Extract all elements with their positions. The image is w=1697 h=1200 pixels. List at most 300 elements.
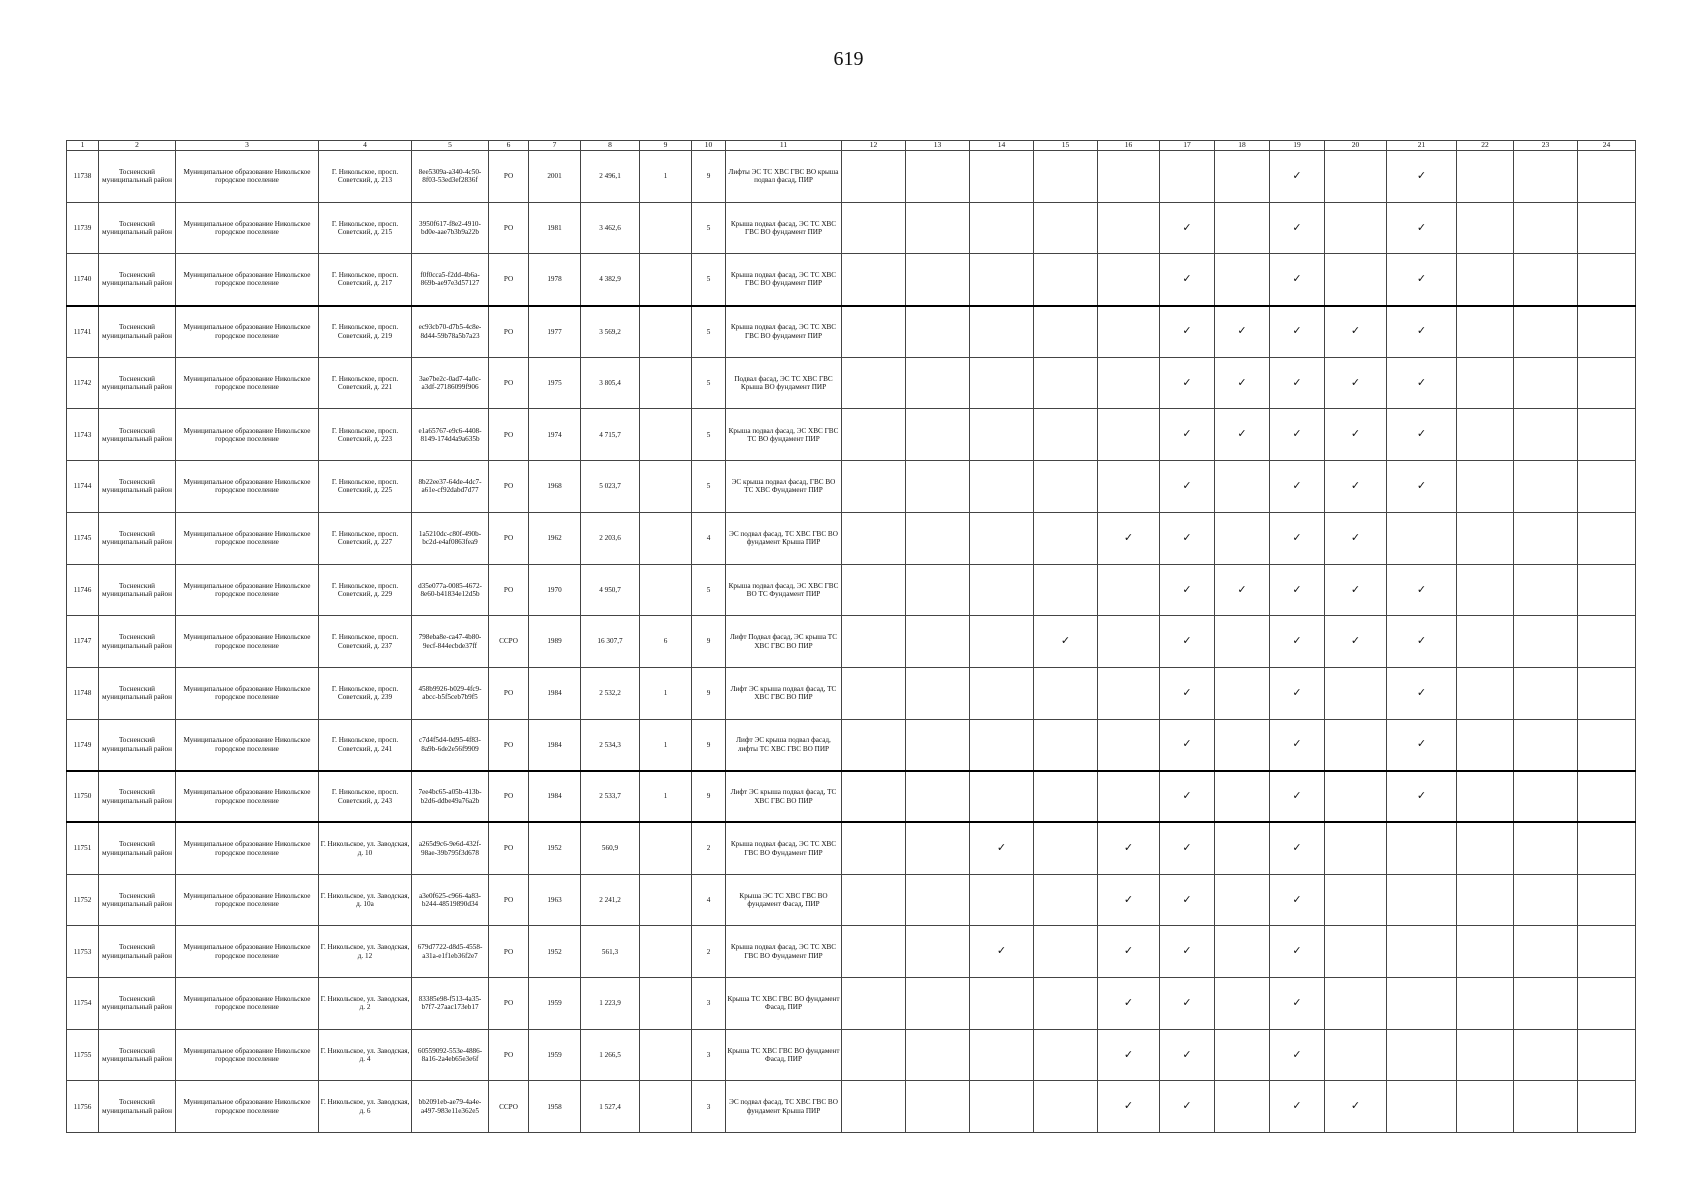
- check-mark-icon: ✓: [1387, 616, 1457, 668]
- col-9-cell: [640, 978, 692, 1030]
- area-cell: 1 527,4: [581, 1081, 640, 1133]
- empty-cell: [970, 512, 1034, 564]
- check-mark-icon: ✓: [1387, 254, 1457, 306]
- floors-cell: 4: [692, 512, 726, 564]
- check-mark-icon: ✓: [1325, 306, 1387, 358]
- empty-cell: [842, 357, 906, 409]
- col-9-cell: [640, 254, 692, 306]
- check-mark-icon: ✓: [970, 926, 1034, 978]
- municipality-cell: Муниципальное образование Никольское городское поселение: [176, 874, 319, 926]
- check-mark-icon: ✓: [1270, 771, 1325, 823]
- empty-cell: [842, 926, 906, 978]
- type-cell: РО: [489, 667, 529, 719]
- table-row: [67, 978, 1636, 1030]
- empty-cell: [842, 667, 906, 719]
- empty-cell: [1098, 616, 1160, 668]
- check-mark-icon: ✓: [1325, 564, 1387, 616]
- empty-cell: [906, 719, 970, 771]
- check-mark-icon: ✓: [1160, 926, 1215, 978]
- empty-cell: [1034, 357, 1098, 409]
- floors-cell: 9: [692, 719, 726, 771]
- empty-cell: [842, 254, 906, 306]
- col-9-cell: [640, 461, 692, 513]
- empty-cell: [970, 1029, 1034, 1081]
- empty-cell: [1457, 151, 1514, 203]
- house-guid-cell: a3e0f625-c966-4a83-b244-48519890d34: [412, 874, 489, 926]
- column-number-10: 10: [692, 141, 726, 151]
- check-mark-icon: ✓: [1387, 667, 1457, 719]
- municipality-cell: Муниципальное образование Никольское городское поселение: [176, 461, 319, 513]
- house-guid-cell: 8b22ee37-64de-4dc7-a61e-cf92dabd7d77: [412, 461, 489, 513]
- col-9-cell: [640, 1029, 692, 1081]
- check-mark-icon: ✓: [1387, 719, 1457, 771]
- check-mark-icon: ✓: [1325, 461, 1387, 513]
- district-cell: Тосненский муниципальный район: [99, 719, 176, 771]
- empty-cell: [1387, 978, 1457, 1030]
- address-cell: Г. Никольское, ул. Заводская, д. 6: [319, 1081, 412, 1133]
- work-types-cell: Лифт Подвал фасад, ЭС крыша ТС ХВС ГВС ВО ПИР: [726, 616, 842, 668]
- col-9-cell: [640, 822, 692, 874]
- check-mark-icon: ✓: [1160, 771, 1215, 823]
- col-9-cell: 1: [640, 151, 692, 203]
- house-guid-cell: 798eba8e-ca47-4b80-9ecf-844ecbde37ff: [412, 616, 489, 668]
- empty-cell: [1578, 306, 1636, 358]
- district-cell: Тосненский муниципальный район: [99, 357, 176, 409]
- district-cell: Тосненский муниципальный район: [99, 151, 176, 203]
- check-mark-icon: ✓: [1160, 512, 1215, 564]
- empty-cell: [1387, 874, 1457, 926]
- empty-cell: [906, 822, 970, 874]
- floors-cell: 5: [692, 409, 726, 461]
- empty-cell: [1215, 874, 1270, 926]
- empty-cell: [970, 461, 1034, 513]
- empty-cell: [1034, 1029, 1098, 1081]
- work-types-cell: ЭС подвал фасад, ТС ХВС ГВС ВО фундамент Крыша ПИР: [726, 512, 842, 564]
- type-cell: РО: [489, 564, 529, 616]
- municipality-cell: Муниципальное образование Никольское городское поселение: [176, 1029, 319, 1081]
- record-number-cell: 11749: [67, 719, 99, 771]
- check-mark-icon: ✓: [1215, 409, 1270, 461]
- area-cell: 3 805,4: [581, 357, 640, 409]
- work-types-cell: Подвал фасад, ЭС ТС ХВС ГВС Крыша ВО фундамент ПИР: [726, 357, 842, 409]
- empty-cell: [1387, 1081, 1457, 1133]
- year-built-cell: 1952: [529, 822, 581, 874]
- empty-cell: [1578, 771, 1636, 823]
- type-cell: РО: [489, 254, 529, 306]
- empty-cell: [842, 1081, 906, 1133]
- floors-cell: 9: [692, 151, 726, 203]
- table-row: [67, 357, 1636, 409]
- table-body: [67, 151, 1636, 1133]
- address-cell: Г. Никольское, просп. Советский, д. 227: [319, 512, 412, 564]
- empty-cell: [1215, 771, 1270, 823]
- empty-cell: [1215, 151, 1270, 203]
- empty-cell: [1034, 822, 1098, 874]
- empty-cell: [906, 306, 970, 358]
- empty-cell: [906, 357, 970, 409]
- col-9-cell: [640, 564, 692, 616]
- district-cell: Тосненский муниципальный район: [99, 512, 176, 564]
- empty-cell: [842, 771, 906, 823]
- check-mark-icon: ✓: [1270, 719, 1325, 771]
- empty-cell: [970, 874, 1034, 926]
- check-mark-icon: ✓: [1270, 926, 1325, 978]
- house-guid-cell: 83385e98-f513-4a35-b7f7-27aac173eb17: [412, 978, 489, 1030]
- house-guid-cell: f0f0cca5-f2dd-4b6a-869b-ae97e3d57127: [412, 254, 489, 306]
- check-mark-icon: ✓: [1387, 771, 1457, 823]
- empty-cell: [970, 1081, 1034, 1133]
- address-cell: Г. Никольское, просп. Советский, д. 217: [319, 254, 412, 306]
- district-cell: Тосненский муниципальный район: [99, 202, 176, 254]
- type-cell: РО: [489, 409, 529, 461]
- address-cell: Г. Никольское, просп. Советский, д. 241: [319, 719, 412, 771]
- empty-cell: [1578, 512, 1636, 564]
- table-row: [67, 254, 1636, 306]
- column-number-8: 8: [581, 141, 640, 151]
- empty-cell: [1034, 771, 1098, 823]
- empty-cell: [1215, 926, 1270, 978]
- empty-cell: [970, 978, 1034, 1030]
- area-cell: 1 266,5: [581, 1029, 640, 1081]
- type-cell: РО: [489, 461, 529, 513]
- empty-cell: [1578, 151, 1636, 203]
- empty-cell: [1514, 874, 1578, 926]
- empty-cell: [842, 151, 906, 203]
- house-guid-cell: bb2091eb-ae79-4a4e-a497-983e11e362e5: [412, 1081, 489, 1133]
- check-mark-icon: ✓: [1160, 306, 1215, 358]
- district-cell: Тосненский муниципальный район: [99, 822, 176, 874]
- empty-cell: [1034, 306, 1098, 358]
- address-cell: Г. Никольское, просп. Советский, д. 213: [319, 151, 412, 203]
- column-number-12: 12: [842, 141, 906, 151]
- table-row: [67, 564, 1636, 616]
- district-cell: Тосненский муниципальный район: [99, 616, 176, 668]
- empty-cell: [1457, 771, 1514, 823]
- empty-cell: [1457, 357, 1514, 409]
- empty-cell: [1325, 771, 1387, 823]
- empty-cell: [1215, 1081, 1270, 1133]
- check-mark-icon: ✓: [1325, 512, 1387, 564]
- type-cell: ССРО: [489, 1081, 529, 1133]
- house-guid-cell: 3950f617-f8e2-4910-bd0e-aae7b3b9a22b: [412, 202, 489, 254]
- empty-cell: [1034, 202, 1098, 254]
- record-number-cell: 11751: [67, 822, 99, 874]
- empty-cell: [1514, 254, 1578, 306]
- municipality-cell: Муниципальное образование Никольское городское поселение: [176, 1081, 319, 1133]
- page-number: 619: [833, 48, 864, 70]
- table-row: [67, 822, 1636, 874]
- check-mark-icon: ✓: [1160, 978, 1215, 1030]
- empty-cell: [842, 409, 906, 461]
- empty-cell: [1325, 822, 1387, 874]
- empty-cell: [1514, 616, 1578, 668]
- empty-cell: [1215, 202, 1270, 254]
- column-number-15: 15: [1034, 141, 1098, 151]
- empty-cell: [1098, 151, 1160, 203]
- district-cell: Тосненский муниципальный район: [99, 461, 176, 513]
- table-row: [67, 771, 1636, 823]
- empty-cell: [1457, 461, 1514, 513]
- house-guid-cell: 3ae7be2c-0ad7-4a0c-a3df-27186099f906: [412, 357, 489, 409]
- col-9-cell: [640, 874, 692, 926]
- year-built-cell: 1977: [529, 306, 581, 358]
- floors-cell: 5: [692, 306, 726, 358]
- check-mark-icon: ✓: [1270, 1029, 1325, 1081]
- empty-cell: [1387, 1029, 1457, 1081]
- empty-cell: [1387, 512, 1457, 564]
- check-mark-icon: ✓: [1160, 719, 1215, 771]
- empty-cell: [970, 719, 1034, 771]
- type-cell: РО: [489, 926, 529, 978]
- work-types-cell: Крыша подвал фасад, ЭС ТС ХВС ГВС ВО фундамент ПИР: [726, 202, 842, 254]
- empty-cell: [1387, 822, 1457, 874]
- work-types-cell: Крыша подвал фасад, ЭС ТС ХВС ГВС ВО фундамент ПИР: [726, 254, 842, 306]
- table-row: [67, 1029, 1636, 1081]
- col-9-cell: 1: [640, 719, 692, 771]
- check-mark-icon: ✓: [1270, 461, 1325, 513]
- year-built-cell: 1958: [529, 1081, 581, 1133]
- district-cell: Тосненский муниципальный район: [99, 667, 176, 719]
- type-cell: РО: [489, 306, 529, 358]
- empty-cell: [842, 461, 906, 513]
- empty-cell: [1578, 667, 1636, 719]
- check-mark-icon: ✓: [1160, 409, 1215, 461]
- year-built-cell: 1978: [529, 254, 581, 306]
- record-number-cell: 11750: [67, 771, 99, 823]
- check-mark-icon: ✓: [1270, 357, 1325, 409]
- column-number-18: 18: [1215, 141, 1270, 151]
- table-row: [67, 202, 1636, 254]
- empty-cell: [1514, 461, 1578, 513]
- empty-cell: [1457, 719, 1514, 771]
- address-cell: Г. Никольское, просп. Советский, д. 239: [319, 667, 412, 719]
- address-cell: Г. Никольское, ул. Заводская, д. 10: [319, 822, 412, 874]
- check-mark-icon: ✓: [1270, 512, 1325, 564]
- empty-cell: [970, 616, 1034, 668]
- floors-cell: 5: [692, 202, 726, 254]
- type-cell: РО: [489, 202, 529, 254]
- column-number-11: 11: [726, 141, 842, 151]
- floors-cell: 3: [692, 1029, 726, 1081]
- empty-cell: [1034, 512, 1098, 564]
- empty-cell: [906, 564, 970, 616]
- address-cell: Г. Никольское, просп. Советский, д. 223: [319, 409, 412, 461]
- check-mark-icon: ✓: [1270, 874, 1325, 926]
- year-built-cell: 1984: [529, 771, 581, 823]
- check-mark-icon: ✓: [1270, 254, 1325, 306]
- empty-cell: [1098, 461, 1160, 513]
- check-mark-icon: ✓: [1270, 616, 1325, 668]
- address-cell: Г. Никольское, просп. Советский, д. 243: [319, 771, 412, 823]
- empty-cell: [1578, 719, 1636, 771]
- column-number-19: 19: [1270, 141, 1325, 151]
- empty-cell: [1325, 202, 1387, 254]
- check-mark-icon: ✓: [1270, 202, 1325, 254]
- year-built-cell: 1989: [529, 616, 581, 668]
- check-mark-icon: ✓: [1160, 874, 1215, 926]
- floors-cell: 2: [692, 926, 726, 978]
- municipality-cell: Муниципальное образование Никольское городское поселение: [176, 306, 319, 358]
- col-9-cell: 6: [640, 616, 692, 668]
- empty-cell: [1514, 357, 1578, 409]
- address-cell: Г. Никольское, просп. Советский, д. 237: [319, 616, 412, 668]
- empty-cell: [1514, 512, 1578, 564]
- column-number-23: 23: [1514, 141, 1578, 151]
- empty-cell: [906, 254, 970, 306]
- empty-cell: [1457, 667, 1514, 719]
- floors-cell: 3: [692, 978, 726, 1030]
- check-mark-icon: ✓: [1215, 564, 1270, 616]
- column-number-21: 21: [1387, 141, 1457, 151]
- year-built-cell: 1984: [529, 667, 581, 719]
- empty-cell: [970, 254, 1034, 306]
- empty-cell: [1578, 822, 1636, 874]
- year-built-cell: 1970: [529, 564, 581, 616]
- record-number-cell: 11745: [67, 512, 99, 564]
- col-9-cell: [640, 512, 692, 564]
- check-mark-icon: ✓: [1325, 409, 1387, 461]
- col-9-cell: 1: [640, 667, 692, 719]
- municipality-cell: Муниципальное образование Никольское городское поселение: [176, 926, 319, 978]
- type-cell: РО: [489, 512, 529, 564]
- type-cell: РО: [489, 151, 529, 203]
- municipality-cell: Муниципальное образование Никольское городское поселение: [176, 409, 319, 461]
- empty-cell: [1325, 874, 1387, 926]
- district-cell: Тосненский муниципальный район: [99, 1081, 176, 1133]
- empty-cell: [1514, 564, 1578, 616]
- empty-cell: [1578, 1081, 1636, 1133]
- municipality-cell: Муниципальное образование Никольское городское поселение: [176, 564, 319, 616]
- year-built-cell: 1963: [529, 874, 581, 926]
- check-mark-icon: ✓: [1387, 151, 1457, 203]
- work-types-cell: Крыша подвал фасад, ЭС ТС ХВС ГВС ВО Фундамент ПИР: [726, 822, 842, 874]
- column-number-24: 24: [1578, 141, 1636, 151]
- check-mark-icon: ✓: [1387, 564, 1457, 616]
- empty-cell: [1034, 926, 1098, 978]
- year-built-cell: 1959: [529, 978, 581, 1030]
- municipality-cell: Муниципальное образование Никольское городское поселение: [176, 254, 319, 306]
- check-mark-icon: ✓: [1270, 667, 1325, 719]
- municipality-cell: Муниципальное образование Никольское городское поселение: [176, 822, 319, 874]
- work-types-cell: Крыша подвал фасад, ЭС ХВС ГВС ТС ВО фундамент ПИР: [726, 409, 842, 461]
- check-mark-icon: ✓: [1387, 357, 1457, 409]
- empty-cell: [842, 512, 906, 564]
- column-number-20: 20: [1325, 141, 1387, 151]
- col-9-cell: [640, 357, 692, 409]
- empty-cell: [906, 771, 970, 823]
- address-cell: Г. Никольское, просп. Советский, д. 225: [319, 461, 412, 513]
- empty-cell: [970, 151, 1034, 203]
- work-types-cell: Крыша подвал фасад, ЭС ТС ХВС ГВС ВО фундамент ПИР: [726, 306, 842, 358]
- column-number-4: 4: [319, 141, 412, 151]
- empty-cell: [1457, 978, 1514, 1030]
- record-number-cell: 11756: [67, 1081, 99, 1133]
- floors-cell: 3: [692, 1081, 726, 1133]
- empty-cell: [1098, 409, 1160, 461]
- check-mark-icon: ✓: [1325, 1081, 1387, 1133]
- work-types-cell: Крыша подвал фасад, ЭС ХВС ГВС ВО ТС Фундамент ПИР: [726, 564, 842, 616]
- year-built-cell: 1952: [529, 926, 581, 978]
- empty-cell: [1457, 1081, 1514, 1133]
- house-guid-cell: d35e077a-0085-4672-8e60-b41834e12d5b: [412, 564, 489, 616]
- col-9-cell: [640, 926, 692, 978]
- empty-cell: [1457, 926, 1514, 978]
- record-number-cell: 11738: [67, 151, 99, 203]
- column-number-17: 17: [1160, 141, 1215, 151]
- record-number-cell: 11746: [67, 564, 99, 616]
- address-cell: Г. Никольское, просп. Советский, д. 229: [319, 564, 412, 616]
- area-cell: 3 462,6: [581, 202, 640, 254]
- address-cell: Г. Никольское, просп. Советский, д. 215: [319, 202, 412, 254]
- check-mark-icon: ✓: [1160, 616, 1215, 668]
- empty-cell: [1325, 1029, 1387, 1081]
- floors-cell: 9: [692, 771, 726, 823]
- empty-cell: [1457, 1029, 1514, 1081]
- empty-cell: [906, 512, 970, 564]
- type-cell: РО: [489, 1029, 529, 1081]
- empty-cell: [1098, 357, 1160, 409]
- empty-cell: [1457, 564, 1514, 616]
- work-types-cell: Лифт ЭС крыша подвал фасад, ТС ХВС ГВС ВО ПИР: [726, 771, 842, 823]
- floors-cell: 5: [692, 461, 726, 513]
- empty-cell: [1514, 978, 1578, 1030]
- check-mark-icon: ✓: [970, 822, 1034, 874]
- district-cell: Тосненский муниципальный район: [99, 306, 176, 358]
- empty-cell: [1034, 151, 1098, 203]
- record-number-cell: 11748: [67, 667, 99, 719]
- empty-cell: [906, 1081, 970, 1133]
- empty-cell: [1215, 512, 1270, 564]
- empty-cell: [1325, 254, 1387, 306]
- table-row: [67, 874, 1636, 926]
- check-mark-icon: ✓: [1160, 822, 1215, 874]
- empty-cell: [1215, 616, 1270, 668]
- empty-cell: [1034, 1081, 1098, 1133]
- empty-cell: [1578, 461, 1636, 513]
- empty-cell: [1514, 719, 1578, 771]
- column-number-row: [67, 141, 1636, 151]
- district-cell: Тосненский муниципальный район: [99, 1029, 176, 1081]
- area-cell: 2 496,1: [581, 151, 640, 203]
- empty-cell: [1457, 254, 1514, 306]
- table-row: [67, 409, 1636, 461]
- work-types-cell: ЭС крыша подвал фасад, ГВС ВО ТС ХВС Фундамент ПИР: [726, 461, 842, 513]
- check-mark-icon: ✓: [1098, 822, 1160, 874]
- table-row: [67, 926, 1636, 978]
- empty-cell: [1514, 926, 1578, 978]
- empty-cell: [1514, 822, 1578, 874]
- check-mark-icon: ✓: [1270, 306, 1325, 358]
- empty-cell: [970, 306, 1034, 358]
- empty-cell: [1457, 874, 1514, 926]
- table-row: [67, 461, 1636, 513]
- empty-cell: [1578, 564, 1636, 616]
- empty-cell: [1578, 616, 1636, 668]
- work-types-cell: Крыша ТС ХВС ГВС ВО фундамент Фасад, ПИР: [726, 1029, 842, 1081]
- empty-cell: [1514, 409, 1578, 461]
- record-number-cell: 11747: [67, 616, 99, 668]
- empty-cell: [1578, 874, 1636, 926]
- floors-cell: 9: [692, 616, 726, 668]
- house-guid-cell: 679d7722-d8d5-4558-a31a-e1f1eb36f2e7: [412, 926, 489, 978]
- empty-cell: [1514, 1081, 1578, 1133]
- work-types-cell: Лифты ЭС ТС ХВС ГВС ВО крыша подвал фасад, ПИР: [726, 151, 842, 203]
- floors-cell: 5: [692, 564, 726, 616]
- check-mark-icon: ✓: [1160, 667, 1215, 719]
- check-mark-icon: ✓: [1160, 254, 1215, 306]
- area-cell: 5 023,7: [581, 461, 640, 513]
- empty-cell: [842, 202, 906, 254]
